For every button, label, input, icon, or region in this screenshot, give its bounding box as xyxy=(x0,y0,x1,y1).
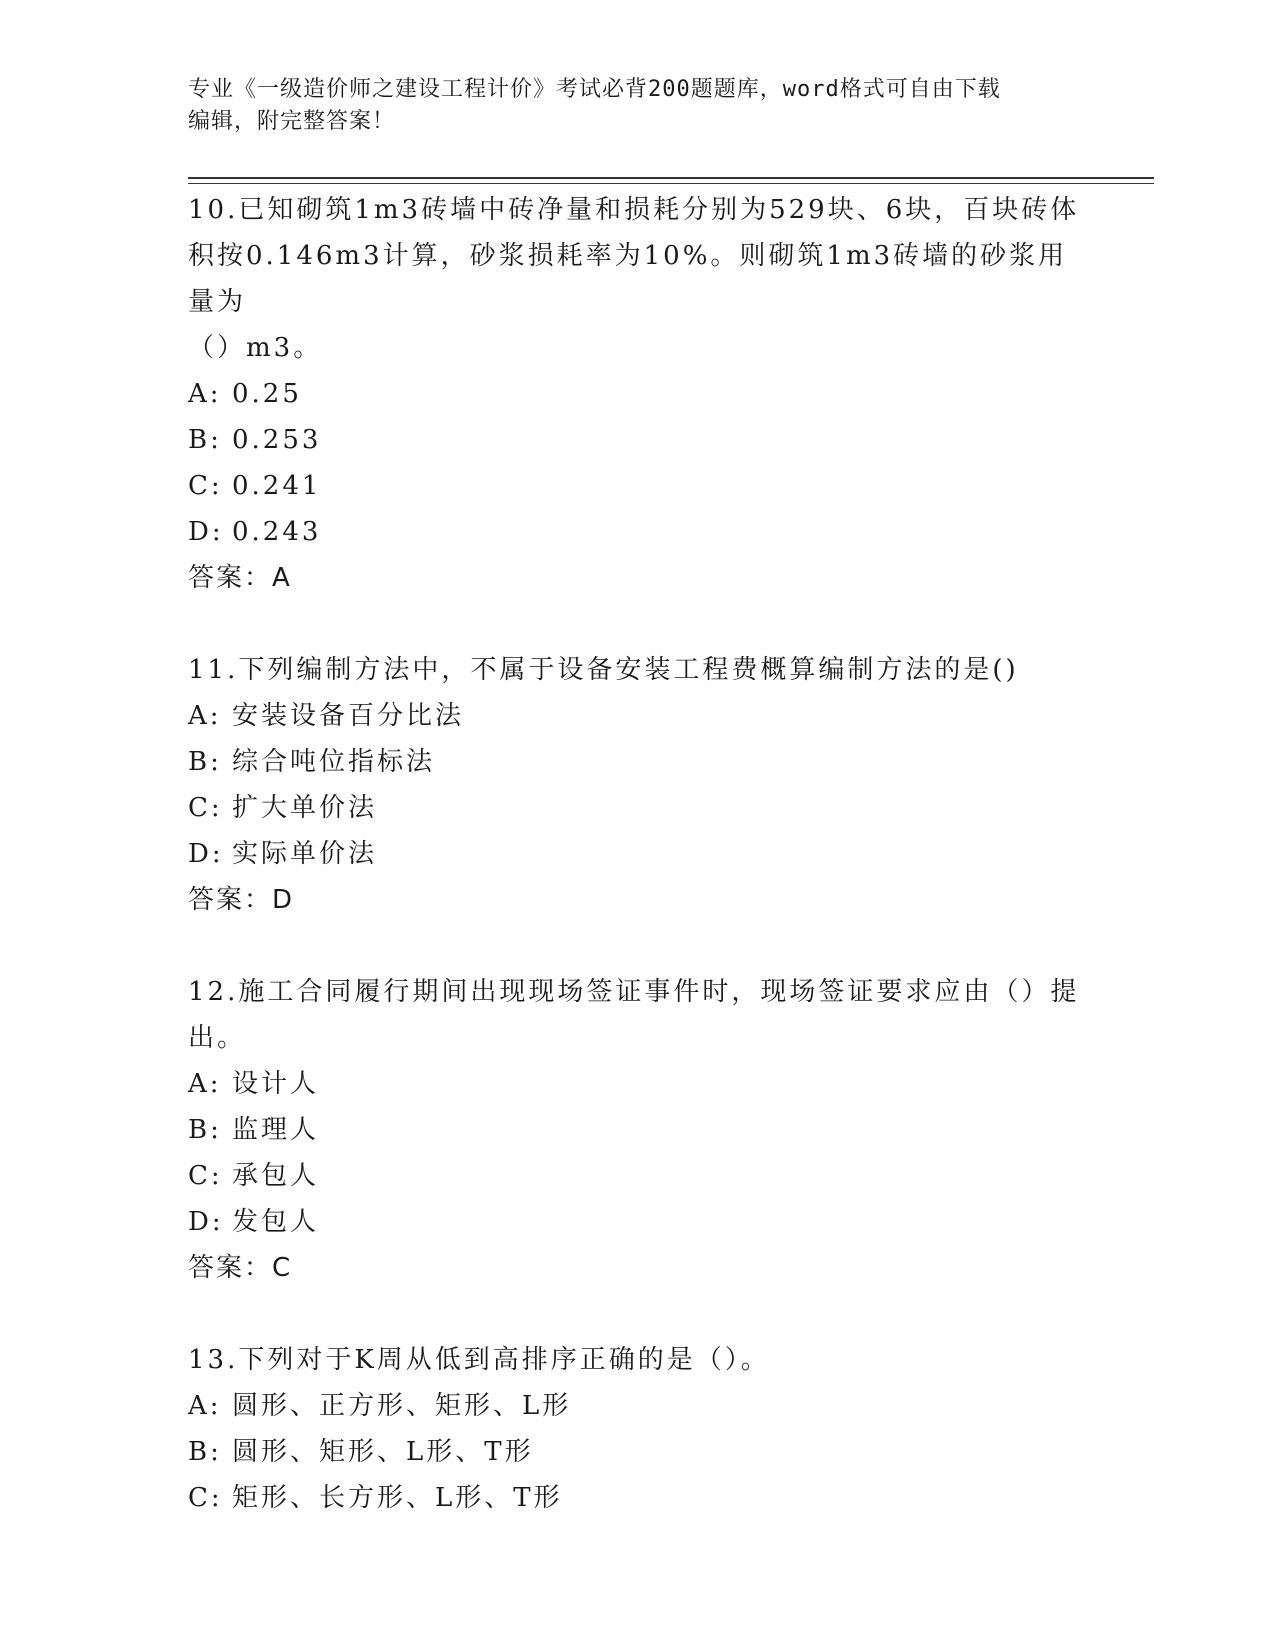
option-text: 0.25 xyxy=(232,379,302,409)
question-stem-line: 出。 xyxy=(188,1023,247,1053)
option-letter: B: xyxy=(188,1115,222,1145)
option-d xyxy=(188,509,1088,555)
option-d xyxy=(188,831,1088,877)
option-text: 圆形、矩形、L形、T形 xyxy=(232,1437,534,1467)
option-text: 圆形、正方形、矩形、L形 xyxy=(232,1391,572,1421)
answer-line: 答案：A xyxy=(188,563,292,593)
option-c xyxy=(188,785,1088,831)
option-text: 实际单价法 xyxy=(232,839,378,869)
option-a xyxy=(188,693,1088,739)
option-letter: A: xyxy=(188,1391,222,1421)
option-text: 0.253 xyxy=(232,425,322,455)
question-spacer xyxy=(188,923,1088,969)
header-title-line-2: 编辑，附完整答案！ xyxy=(188,109,396,134)
option-a xyxy=(188,371,1088,417)
option-c xyxy=(188,1153,1088,1199)
option-letter: C: xyxy=(188,1161,223,1191)
option-a xyxy=(188,1383,1088,1429)
option-text: 扩大单价法 xyxy=(232,793,378,823)
option-c xyxy=(188,463,1088,509)
option-text: 0.241 xyxy=(232,471,322,501)
option-b xyxy=(188,1429,1088,1475)
question-spacer xyxy=(188,1291,1088,1337)
option-b xyxy=(188,417,1088,463)
question-10 xyxy=(188,187,1088,647)
option-a xyxy=(188,1061,1088,1107)
header-title-line-1: 专业《一级造价师之建设工程计价》考试必背200题题库，word格式可自由下载 xyxy=(188,77,1001,102)
option-letter: B: xyxy=(188,425,222,455)
question-stem-line: 10.已知砌筑1m3砖墙中砖净量和损耗分别为529块、6块，百块砖体 xyxy=(188,195,1080,225)
question-spacer xyxy=(188,601,1088,647)
option-letter: B: xyxy=(188,1437,222,1467)
question-list xyxy=(188,187,1088,1521)
question-stem-line: 积按0.146m3计算，砂浆损耗率为10%。则砌筑1m3砖墙的砂浆用量为 xyxy=(188,241,1068,317)
question-stem-line: 13.下列对于K周从低到高排序正确的是（）。 xyxy=(188,1345,770,1375)
option-b xyxy=(188,739,1088,785)
answer-line: 答案：D xyxy=(188,885,295,915)
option-letter: C: xyxy=(188,793,223,823)
option-d xyxy=(188,1199,1088,1245)
option-text: 监理人 xyxy=(232,1115,320,1145)
question-13 xyxy=(188,1337,1088,1521)
option-text: 安装设备百分比法 xyxy=(232,701,465,731)
question-stem-line: （）m3。 xyxy=(188,333,323,363)
question-stem-line: 11.下列编制方法中，不属于设备安装工程费概算编制方法的是() xyxy=(188,655,1019,685)
option-letter: B: xyxy=(188,747,222,777)
option-letter: A: xyxy=(188,379,222,409)
option-letter: A: xyxy=(188,1069,222,1099)
option-c xyxy=(188,1475,1088,1521)
question-12 xyxy=(188,969,1088,1337)
document-header xyxy=(188,74,1088,138)
option-letter: C: xyxy=(188,471,223,501)
header-divider-thick xyxy=(188,177,1154,179)
option-letter: A: xyxy=(188,701,222,731)
option-text: 0.243 xyxy=(232,517,322,547)
option-text: 设计人 xyxy=(232,1069,320,1099)
option-letter: C: xyxy=(188,1483,223,1513)
option-letter: D: xyxy=(188,517,224,547)
option-letter: D: xyxy=(188,1207,224,1237)
question-11 xyxy=(188,647,1088,969)
header-divider-thin xyxy=(188,183,1154,184)
question-stem-line: 12.施工合同履行期间出现现场签证事件时，现场签证要求应由（）提 xyxy=(188,977,1080,1007)
option-text: 矩形、长方形、L形、T形 xyxy=(232,1483,563,1513)
answer-line: 答案：C xyxy=(188,1253,293,1283)
option-text: 综合吨位指标法 xyxy=(232,747,436,777)
option-b xyxy=(188,1107,1088,1153)
option-text: 承包人 xyxy=(232,1161,320,1191)
option-text: 发包人 xyxy=(232,1207,320,1237)
option-letter: D: xyxy=(188,839,224,869)
